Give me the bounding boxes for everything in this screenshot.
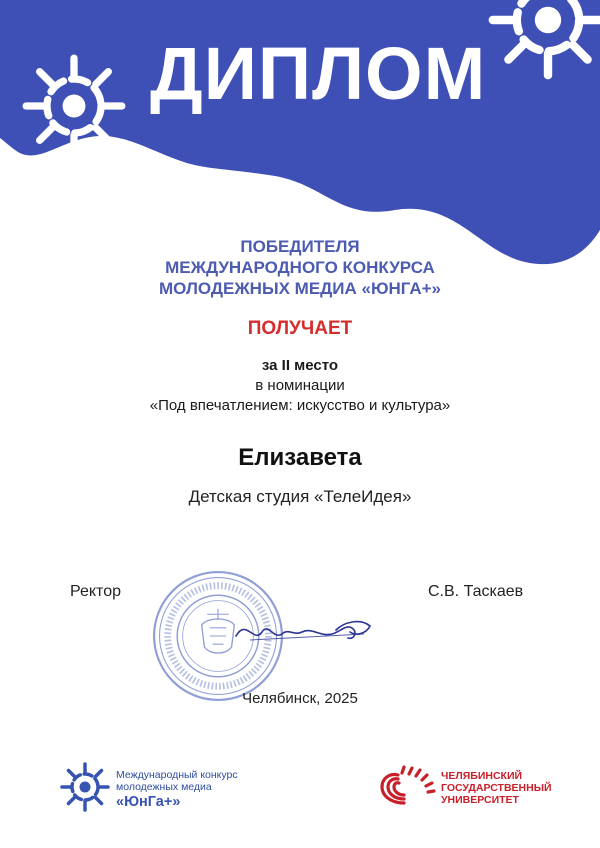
university-logo-line3: УНИВЕРСИТЕТ [441,794,519,806]
award-place: за II место [261,357,339,374]
winner-line-1: ПОБЕДИТЕЛЯ [240,237,360,256]
university-logo-line2: ГОСУДАРСТВЕННЫЙ [441,782,552,794]
recipient-name: Елизавета [238,444,362,471]
university-logo-icon [374,765,436,809]
university-logo-line1: ЧЕЛЯБИНСКИЙ [441,770,523,782]
ship-helm-icon [488,0,600,80]
signer-name: С.В. Таскаев [428,583,524,600]
nomination-name: «Под впечатлением: искусство и культура» [149,397,451,414]
diploma-title: ДИПЛОМ [150,32,487,115]
contest-logo-brand: «ЮнГа+» [116,794,181,810]
winner-line-3: МОЛОДЕЖНЫХ МЕДИА «ЮНГА+» [158,279,441,298]
city-year: Челябинск, 2025 [242,690,358,707]
nomination-intro: в номинации [255,377,345,394]
contest-logo-line2: молодежных медиа [116,781,212,793]
signature-scribble [228,610,378,650]
receives-label: ПОЛУЧАЕТ [247,318,353,339]
contest-logo-text [116,769,238,811]
winner-line-2: МЕЖДУНАРОДНОГО КОНКУРСА [165,258,435,277]
university-logo-text [441,770,552,806]
contest-logo-line1: Международный конкурс [116,769,238,781]
signer-role: Ректор [70,583,121,600]
recipient-organization: Детская студия «ТелеИдея» [188,487,412,506]
ship-helm-icon [22,54,126,158]
ship-helm-icon [60,762,110,812]
